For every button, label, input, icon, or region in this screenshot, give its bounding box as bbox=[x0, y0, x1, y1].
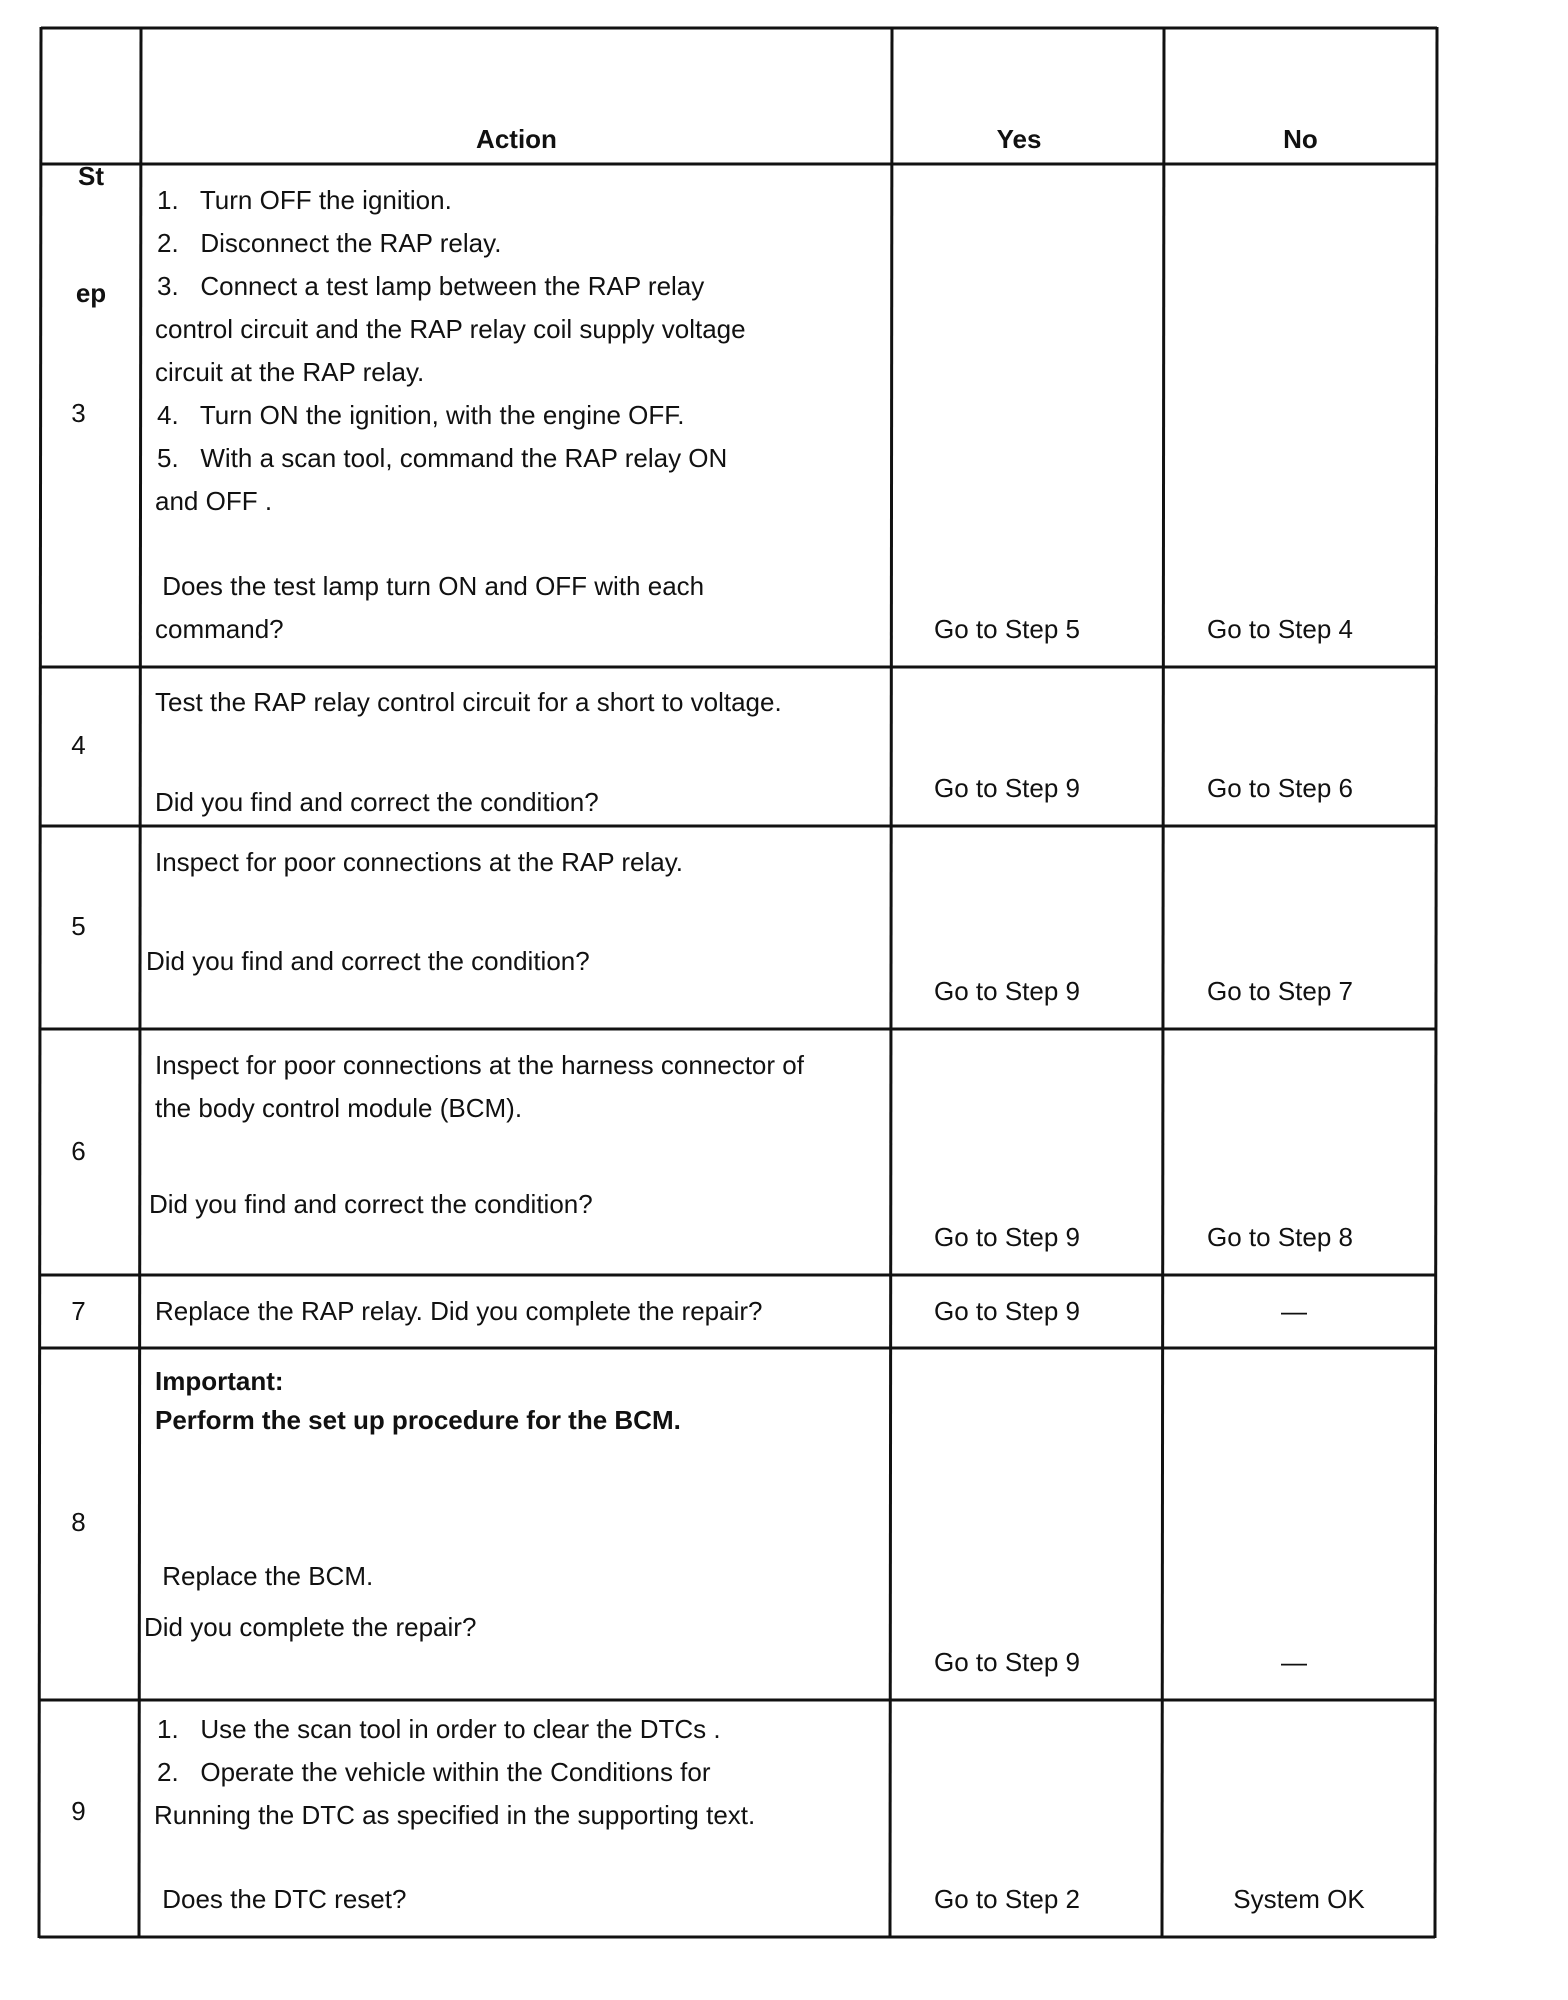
step-number: 3 bbox=[71, 398, 86, 428]
step-number: 5 bbox=[71, 911, 86, 941]
step-number: 7 bbox=[71, 1296, 86, 1326]
header-step-line1: St bbox=[78, 161, 104, 191]
yes-result: Go to Step 5 bbox=[934, 614, 1080, 644]
no-result: Go to Step 6 bbox=[1207, 773, 1353, 803]
important-label: Important: bbox=[155, 1366, 284, 1396]
action-line: 4. Turn ON the ignition, with the engine OFF. bbox=[157, 400, 685, 430]
action-line: Inspect for poor connections at the RAP relay. bbox=[155, 847, 683, 877]
action-line: 3. Connect a test lamp between the RAP relay bbox=[157, 271, 705, 301]
no-result: — bbox=[1281, 1296, 1307, 1326]
action-line: Replace the BCM. bbox=[155, 1561, 374, 1591]
action-line: the body control module (BCM). bbox=[155, 1093, 523, 1123]
header-step bbox=[41, 79, 141, 352]
action-line: Did you find and correct the condition? bbox=[149, 1189, 593, 1219]
yes-result: Go to Step 9 bbox=[934, 1647, 1080, 1677]
column-divider-action bbox=[890, 27, 892, 1938]
action-line: 1. Use the scan tool in order to clear the DTCs . bbox=[157, 1714, 721, 1744]
action-line: Did you complete the repair? bbox=[144, 1612, 477, 1642]
action-line: Inspect for poor connections at the harness connector of bbox=[155, 1050, 804, 1080]
important-text: Perform the set up procedure for the BCM. bbox=[155, 1405, 681, 1435]
header-yes: Yes bbox=[996, 124, 1042, 154]
action-line: 2. Disconnect the RAP relay. bbox=[157, 228, 502, 258]
no-result: Go to Step 4 bbox=[1207, 614, 1353, 644]
step-number: 9 bbox=[71, 1796, 86, 1826]
no-result: — bbox=[1281, 1647, 1307, 1677]
action-line: 2. Operate the vehicle within the Conditions for bbox=[157, 1757, 711, 1787]
header-action: Action bbox=[476, 124, 557, 154]
action-line: Does the test lamp turn ON and OFF with each bbox=[155, 571, 705, 601]
no-result: Go to Step 8 bbox=[1207, 1222, 1353, 1252]
action-line: 1. Turn OFF the ignition. bbox=[157, 185, 452, 215]
table-border-right bbox=[1435, 27, 1437, 1938]
action-line: Does the DTC reset? bbox=[155, 1884, 407, 1914]
action-line: and OFF . bbox=[155, 486, 273, 516]
yes-result: Go to Step 9 bbox=[934, 1222, 1080, 1252]
yes-result: Go to Step 9 bbox=[934, 976, 1080, 1006]
action-line: command? bbox=[155, 614, 284, 644]
no-result: System OK bbox=[1233, 1884, 1365, 1914]
yes-result: Go to Step 9 bbox=[934, 773, 1080, 803]
action-line: Running the DTC as specified in the supporting text. bbox=[154, 1800, 756, 1830]
action-line: 5. With a scan tool, command the RAP relay ON bbox=[157, 443, 728, 473]
action-line: control circuit and the RAP relay coil supply voltage bbox=[155, 314, 746, 344]
header-step-line2: ep bbox=[75, 278, 107, 308]
yes-result: Go to Step 9 bbox=[934, 1296, 1080, 1326]
action-line: Did you find and correct the condition? bbox=[155, 787, 599, 817]
yes-result: Go to Step 2 bbox=[934, 1884, 1080, 1914]
no-result: Go to Step 7 bbox=[1207, 976, 1353, 1006]
step-number: 4 bbox=[71, 730, 86, 760]
action-line: Test the RAP relay control circuit for a short to voltage. bbox=[155, 687, 782, 717]
step-number: 6 bbox=[71, 1136, 86, 1166]
action-line: Replace the RAP relay. Did you complete the repair? bbox=[155, 1296, 763, 1326]
header-no: No bbox=[1283, 124, 1318, 154]
action-line: circuit at the RAP relay. bbox=[155, 357, 425, 387]
step-number: 8 bbox=[71, 1507, 86, 1537]
action-line: Did you find and correct the condition? bbox=[146, 946, 590, 976]
